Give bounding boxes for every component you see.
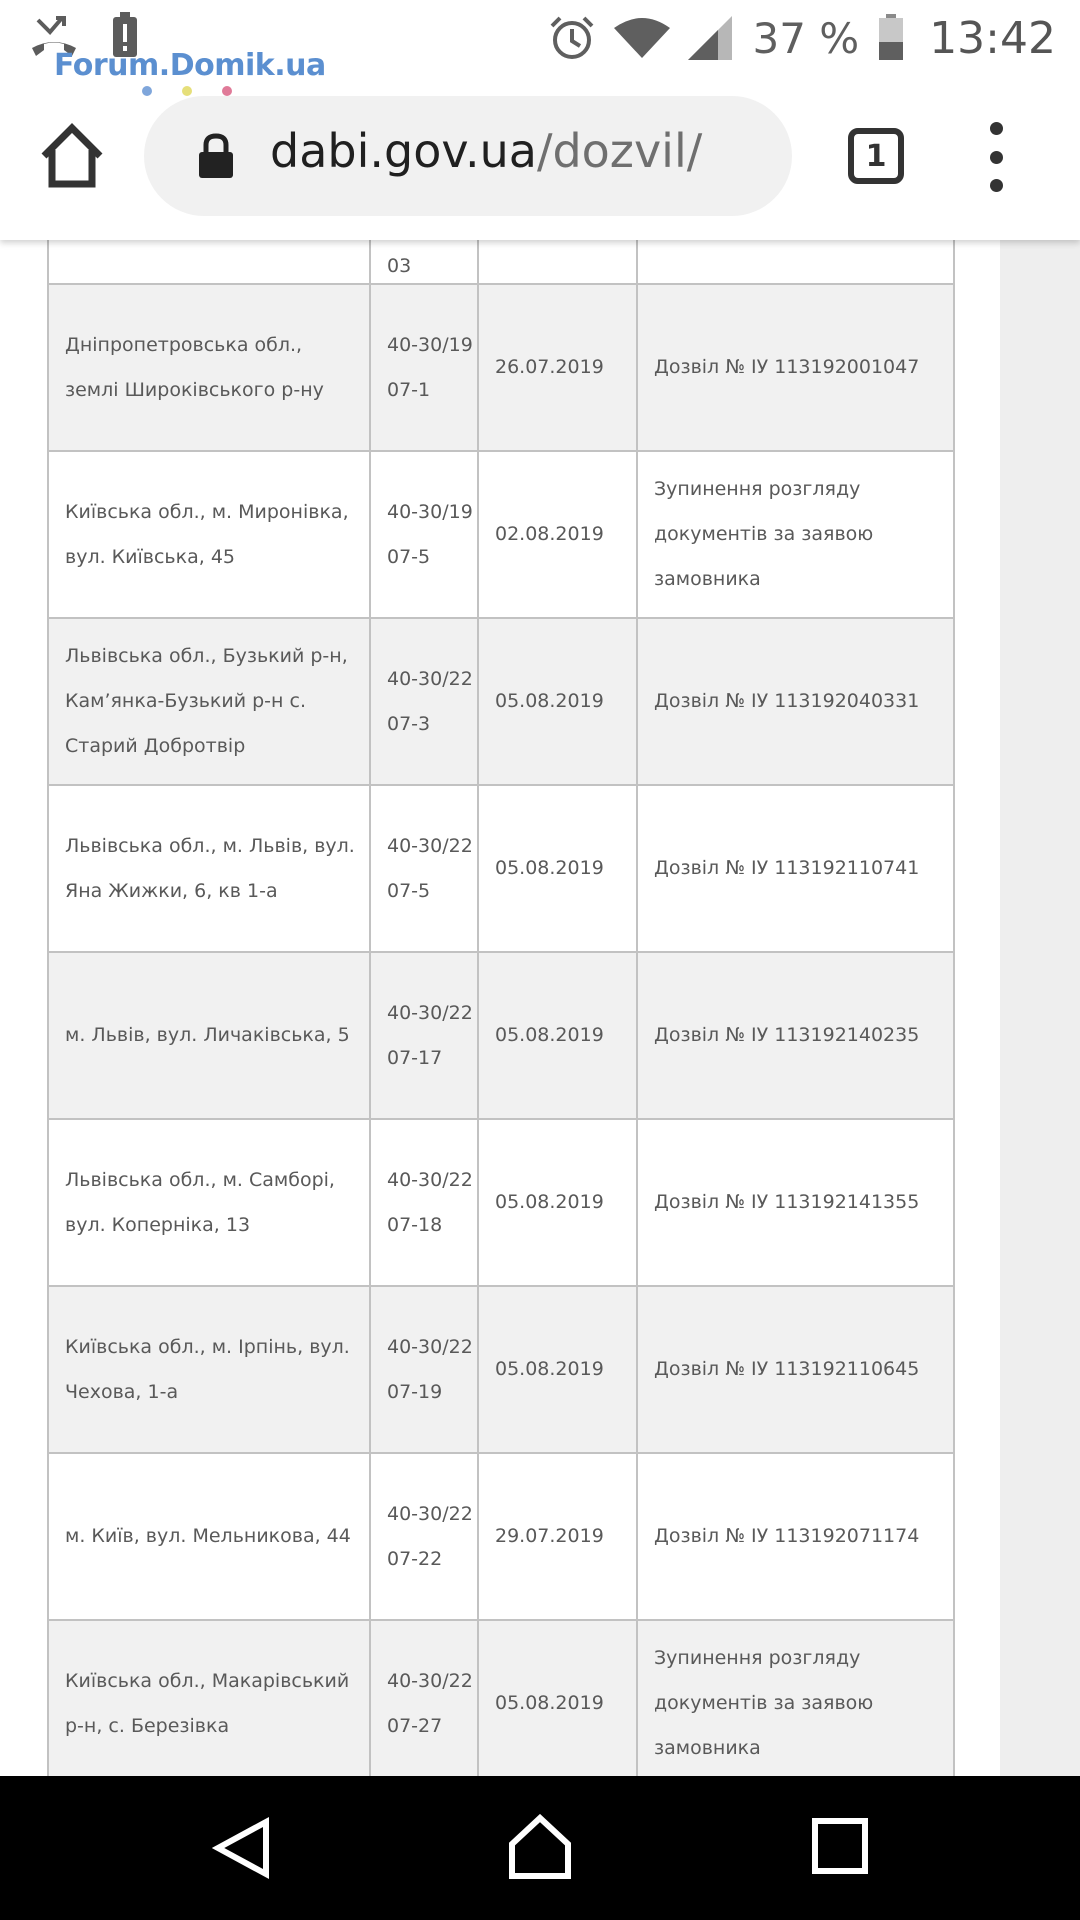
lock-icon	[196, 132, 236, 180]
url-text	[270, 124, 702, 178]
table-row	[48, 284, 954, 451]
watermark-dot	[182, 86, 192, 96]
cell-result: Дозвіл № ІУ 113192040331	[637, 618, 954, 785]
cell-date: 05.08.2019	[478, 785, 637, 952]
wifi-icon	[614, 16, 670, 60]
cell-date: 05.08.2019	[478, 618, 637, 785]
cell-date: 26.07.2019	[478, 284, 637, 451]
cell-date: 05.08.2019	[478, 1620, 637, 1776]
cell-address: м. Львів, вул. Личаківська, 5	[48, 952, 370, 1119]
overflow-menu-icon	[990, 122, 1003, 135]
cell-number: 40-30/2207-5	[370, 785, 478, 952]
battery-icon	[877, 14, 905, 62]
cell-address: м. Київ, вул. Мельникова, 44	[48, 1453, 370, 1620]
cell-date: 29.07.2019	[478, 1453, 637, 1620]
cell-address: Львівська обл., Бузький р-н, Кам’янка-Бузький р-н с. Старий Добротвір	[48, 618, 370, 785]
cell-number: 40-30/1907-1	[370, 284, 478, 451]
status-indicators	[548, 8, 1056, 68]
cell-number	[370, 240, 478, 284]
recents-icon[interactable]	[812, 1818, 868, 1874]
cell-address: Дніпропетровська обл., землі Широківського р-ну	[48, 284, 370, 451]
tabs-button[interactable]	[848, 128, 904, 184]
cell-number: 40-30/2207-3	[370, 618, 478, 785]
url-path: /dozvil/	[536, 124, 703, 178]
cell-address: Київська обл., м. Ірпінь, вул. Чехова, 1-а	[48, 1286, 370, 1453]
table-row	[48, 240, 954, 284]
page-content[interactable]	[0, 240, 1080, 1776]
overflow-menu-dot	[990, 151, 1003, 164]
cell-number: 40-30/2207-18	[370, 1119, 478, 1286]
cell-address: Львівська обл., м. Львів, вул. Яна Жижки, 6, кв 1-а	[48, 785, 370, 952]
cell-date	[478, 240, 637, 284]
table-row	[48, 1453, 954, 1620]
watermark-dot	[142, 86, 152, 96]
cell-number: 40-30/2207-19	[370, 1286, 478, 1453]
home-nav-icon[interactable]	[506, 1814, 574, 1882]
cell-number: 40-30/2207-17	[370, 952, 478, 1119]
cell-address: Львівська обл., м. Самборі, вул. Коперніка, 13	[48, 1119, 370, 1286]
cell-number-text: 03	[387, 255, 412, 277]
table-row	[48, 785, 954, 952]
cell-result: Зупинення розгляду документів за заявою замовника	[637, 451, 954, 618]
cell-address: Київська обл., м. Миронівка, вул. Київська, 45	[48, 451, 370, 618]
cell-address	[48, 240, 370, 284]
overflow-menu-dot	[990, 179, 1003, 192]
table-row	[48, 1286, 954, 1453]
cell-number: 40-30/2207-22	[370, 1453, 478, 1620]
page-margin	[1000, 240, 1080, 1776]
cell-result: Дозвіл № ІУ 113192110645	[637, 1286, 954, 1453]
clock-time: 13:42	[929, 12, 1056, 64]
back-icon[interactable]	[212, 1816, 272, 1880]
home-icon	[36, 120, 108, 192]
cell-result: Дозвіл № ІУ 113192071174	[637, 1453, 954, 1620]
cell-date: 05.08.2019	[478, 952, 637, 1119]
home-button[interactable]	[36, 120, 108, 192]
cell-result: Зупинення розгляду документів за заявою замовника	[637, 1620, 954, 1776]
battery-percent: 37 %	[752, 13, 860, 63]
permits-table	[47, 240, 955, 1776]
table-row	[48, 1620, 954, 1776]
table-row	[48, 451, 954, 618]
browser-toolbar	[0, 76, 1080, 240]
overflow-menu-button[interactable]	[980, 122, 1012, 192]
url-host: dabi.gov.ua	[270, 124, 537, 178]
table-row	[48, 618, 954, 785]
system-navigation-bar	[0, 1776, 1080, 1920]
cell-date: 05.08.2019	[478, 1119, 637, 1286]
watermark-dot	[222, 86, 232, 96]
cell-number: 40-30/1907-5	[370, 451, 478, 618]
table-row	[48, 952, 954, 1119]
cell-result: Дозвіл № ІУ 113192110741	[637, 785, 954, 952]
cell-number: 40-30/2207-27	[370, 1620, 478, 1776]
table-row	[48, 1119, 954, 1286]
cell-date: 02.08.2019	[478, 451, 637, 618]
address-bar[interactable]	[144, 96, 792, 216]
tab-count: 1	[865, 138, 887, 174]
cell-result: Дозвіл № ІУ 113192140235	[637, 952, 954, 1119]
watermark-dots	[142, 86, 232, 96]
cell-result	[637, 240, 954, 284]
cell-result: Дозвіл № ІУ 113192001047	[637, 284, 954, 451]
alarm-icon	[548, 14, 596, 62]
cell-signal-icon	[688, 16, 734, 60]
watermark-logo: Forum.Domik.ua	[54, 48, 326, 83]
cell-date: 05.08.2019	[478, 1286, 637, 1453]
cell-result: Дозвіл № ІУ 113192141355	[637, 1119, 954, 1286]
cell-address: Київська обл., Макарівський р-н, с. Березівка	[48, 1620, 370, 1776]
